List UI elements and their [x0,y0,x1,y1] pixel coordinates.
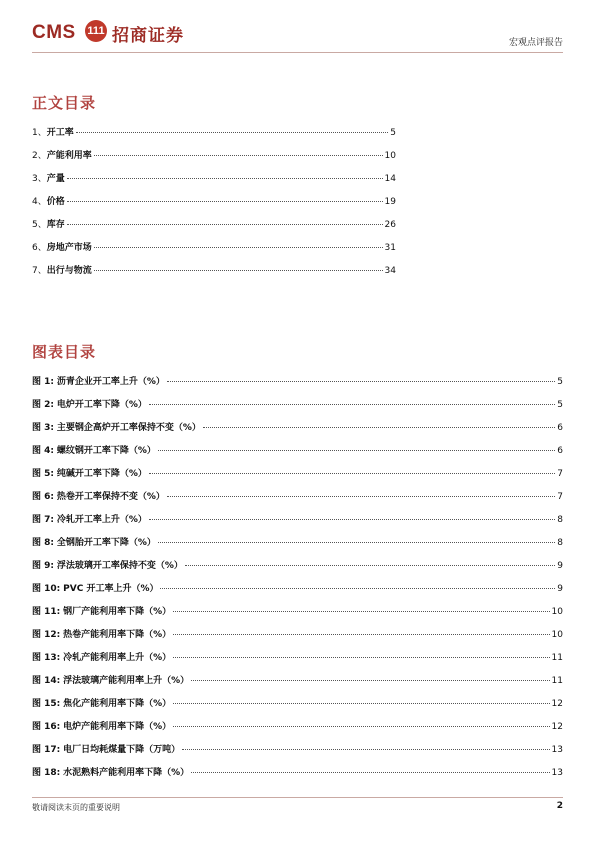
figure-item-number: 图 4: [32,446,54,456]
figure-item-number: 图 15: [32,699,61,709]
figure-item-label: 电厂日均耗煤量下降（万吨） [63,745,181,755]
figure-item-page: 10 [551,630,563,640]
toc-item[interactable] [32,171,396,185]
figure-item[interactable] [32,765,563,779]
figure-item-number: 图 2: [32,400,54,410]
figure-item-page: 12 [551,722,563,732]
figure-item-label: 水泥熟料产能利用率下降（%） [63,768,190,778]
figure-item-label: 热卷产能利用率下降（%） [63,630,172,640]
figure-item-page: 5 [557,377,563,387]
figure-leader-dots [173,657,549,658]
figure-item-number: 图 17: [32,745,61,755]
toc-leader-dots [94,247,383,248]
figure-leader-dots [158,450,555,451]
figure-item-label: 螺纹钢开工率下降（%） [56,446,156,456]
figure-item-label: 焦化产能利用率下降（%） [63,699,172,709]
logo-cms-text: CMS [32,22,76,43]
toc-item-label: 房地产市场 [46,243,92,253]
figure-item-label: 冷轧开工率上升（%） [56,515,147,525]
figures-section-title: 图表目录 [32,343,97,361]
figure-item-number: 图 10: [32,584,61,594]
toc-item-page: 14 [384,174,396,184]
figure-item-label: 钢厂产能利用率下降（%） [63,607,172,617]
figure-item[interactable] [32,673,563,687]
figure-item-label: 浮法玻璃产能利用率上升（%） [63,676,190,686]
figure-leader-dots [185,565,555,566]
toc-leader-dots [94,155,383,156]
toc-item-page: 31 [384,243,396,253]
figure-item[interactable] [32,420,563,434]
report-type-label: 宏观点评报告 [508,38,563,48]
figure-item-number: 图 16: [32,722,61,732]
figure-item-number: 图 1: [32,377,54,387]
figure-item-number: 图 14: [32,676,61,686]
figure-item[interactable] [32,719,563,733]
figure-item-page: 11 [551,676,563,686]
toc-item-page: 26 [384,220,396,230]
figure-item-page: 7 [557,492,563,502]
toc-item-label: 价格 [46,197,65,207]
figure-item[interactable] [32,696,563,710]
figure-item-label: 纯碱开工率下降（%） [56,469,147,479]
figure-item-label: 电炉产能利用率下降（%） [63,722,172,732]
figure-item-label: PVC 开工率上升（%） [63,584,159,594]
figure-item-page: 13 [551,768,563,778]
toc-leader-dots [67,224,383,225]
figure-item[interactable] [32,742,563,756]
figure-item-label: 沥青企业开工率上升（%） [56,377,165,387]
toc-item-number: 4、 [32,197,47,207]
toc-item-number: 7、 [32,266,47,276]
figure-item-page: 11 [551,653,563,663]
figure-item-label: 热卷开工率保持不变（%） [56,492,165,502]
figure-item-label: 电炉开工率下降（%） [56,400,147,410]
figure-item-page: 10 [551,607,563,617]
figure-item-label: 冷轧产能利用率上升（%） [63,653,172,663]
figure-item-number: 图 13: [32,653,61,663]
figure-item[interactable] [32,466,563,480]
toc-item-page: 10 [384,151,396,161]
toc-item[interactable] [32,125,396,139]
figure-item-number: 图 8: [32,538,54,548]
figure-item[interactable] [32,558,563,572]
toc-item-number: 6、 [32,243,47,253]
toc-item-label: 产量 [46,174,65,184]
toc-leader-dots [67,178,383,179]
figure-leader-dots [173,611,549,612]
figure-item-number: 图 9: [32,561,54,571]
figure-item-page: 8 [557,515,563,525]
toc-item-page: 19 [384,197,396,207]
figure-item[interactable] [32,604,563,618]
toc-item-number: 3、 [32,174,47,184]
logo-badge: 111 [85,20,107,42]
toc-item-number: 1、 [32,128,47,138]
toc-leader-dots [94,270,383,271]
toc-item-label: 库存 [46,220,65,230]
figure-leader-dots [158,542,555,543]
figure-item[interactable] [32,535,563,549]
figure-item-number: 图 18: [32,768,61,778]
toc-item[interactable] [32,148,396,162]
figure-leader-dots [167,381,555,382]
figure-item-number: 图 5: [32,469,54,479]
toc-item-label: 产能利用率 [46,151,92,161]
header-divider [32,52,563,53]
toc-item[interactable] [32,217,396,231]
toc-item[interactable] [32,240,396,254]
figure-item[interactable] [32,581,563,595]
footer-page-number: 2 [556,801,563,811]
figure-item-number: 图 3: [32,423,54,433]
toc-item-label: 开工率 [46,128,74,138]
figure-item[interactable] [32,627,563,641]
figure-item[interactable] [32,374,563,388]
figure-leader-dots [203,427,555,428]
toc-section-title: 正文目录 [32,94,97,112]
toc-item-label: 出行与物流 [46,266,92,276]
figure-item-page: 9 [557,561,563,571]
figure-item[interactable] [32,489,563,503]
footer-divider [32,797,563,798]
toc-leader-dots [76,132,389,133]
figure-item-page: 12 [551,699,563,709]
figure-item[interactable] [32,512,563,526]
toc-item-page: 5 [390,128,396,138]
figure-leader-dots [167,496,555,497]
figure-item-page: 5 [557,400,563,410]
figure-item-number: 图 11: [32,607,61,617]
figure-item-number: 图 6: [32,492,54,502]
figure-item-page: 7 [557,469,563,479]
figure-item-page: 8 [557,538,563,548]
figure-leader-dots [173,703,549,704]
figure-item[interactable] [32,397,563,411]
figure-leader-dots [149,519,555,520]
figure-item-page: 9 [557,584,563,594]
toc-item-page: 34 [384,266,396,276]
toc-item[interactable] [32,194,396,208]
figure-item-page: 6 [557,446,563,456]
figure-leader-dots [149,473,555,474]
figure-leader-dots [182,749,549,750]
figure-item-page: 6 [557,423,563,433]
figure-item[interactable] [32,650,563,664]
figure-item-label: 全钢胎开工率下降（%） [56,538,156,548]
toc-item[interactable] [32,263,396,277]
figure-item-label: 主要钢企高炉开工率保持不变（%） [56,423,201,433]
figure-leader-dots [149,404,555,405]
figure-leader-dots [191,772,549,773]
figure-leader-dots [160,588,555,589]
footer-disclaimer-note: 敬请阅读末页的重要说明 [32,803,120,812]
toc-item-number: 2、 [32,151,47,161]
toc-leader-dots [67,201,383,202]
figure-leader-dots [173,726,549,727]
figure-item-number: 图 12: [32,630,61,640]
logo-company-name: 招商证券 [112,26,184,46]
figure-item[interactable] [32,443,563,457]
figure-item-page: 13 [551,745,563,755]
page-header [32,18,563,52]
figure-leader-dots [173,634,549,635]
toc-item-number: 5、 [32,220,47,230]
figure-item-label: 浮法玻璃开工率保持不变（%） [56,561,183,571]
figure-item-number: 图 7: [32,515,54,525]
figure-leader-dots [191,680,549,681]
